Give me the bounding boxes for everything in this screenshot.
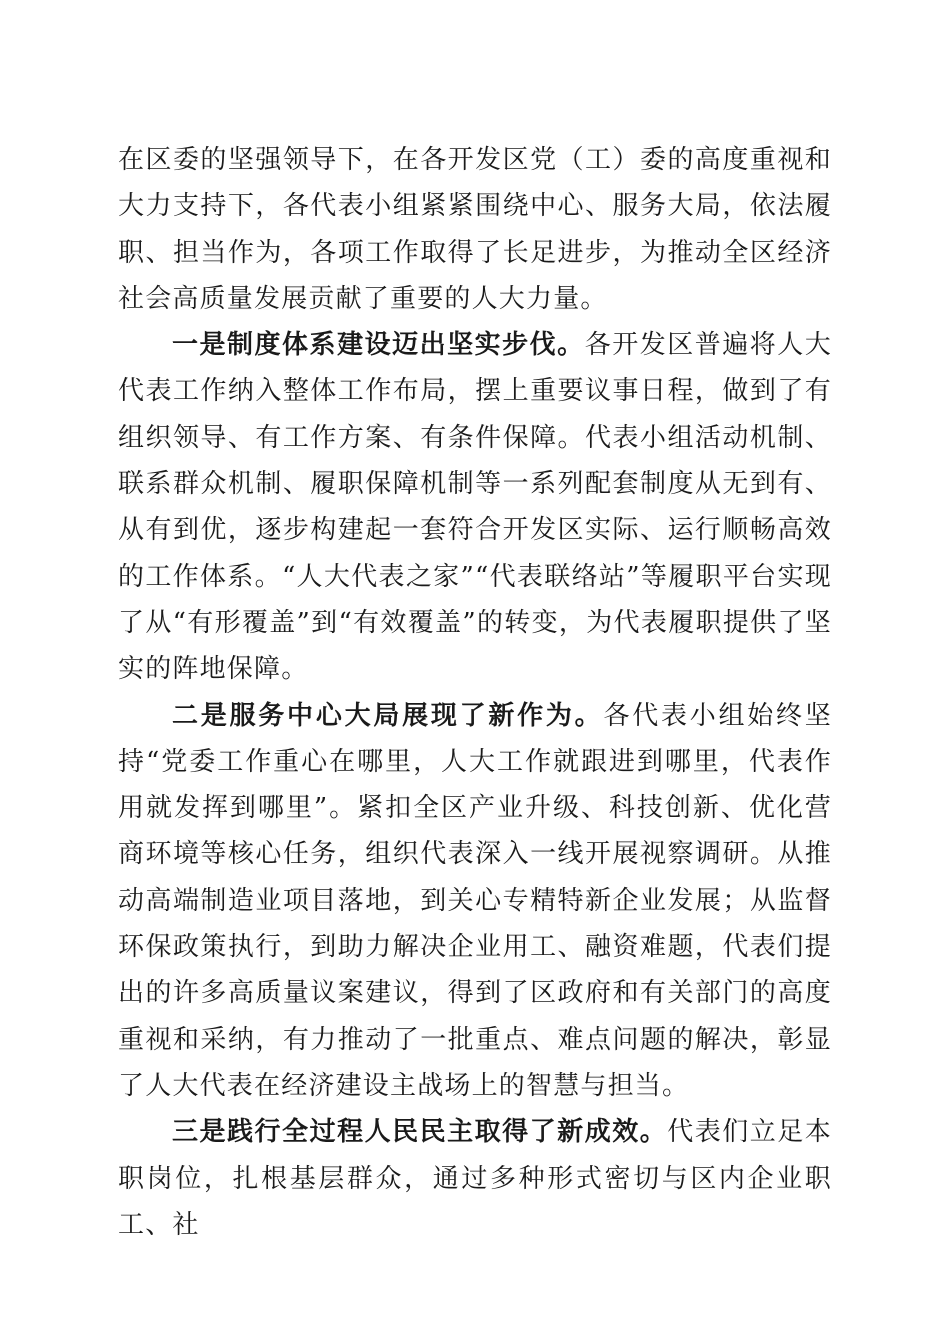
document-body	[118, 137, 832, 1248]
paragraph-serving-overall-situation	[118, 693, 832, 1110]
paragraph-whole-process-democracy	[118, 1109, 832, 1248]
paragraph-text: 各代表小组始终坚持“党委工作重心在哪里，人大工作就跟进到哪里，代表作用就发挥到哪里”。紧扣全区产业升级、科技创新、优化营商环境等核心任务，组织代表深入一线开展视察调研。从推动高端制造业项目落地，到关心专精特新企业发展；从监督环保政策执行，到助力解决企业用工、融资难题，代表们提出的许多高质量议案建议，得到了区政府和有关部门的高度重视和采纳，有力推动了一批重点、难点问题的解决，彰显了人大代表在经济建设主战场上的智慧与担当。	[118, 700, 832, 1101]
paragraph-intro	[118, 137, 832, 322]
paragraph-institutional-system	[118, 322, 832, 692]
paragraph-lead: 一是制度体系建设迈出坚实步伐。	[172, 330, 585, 361]
paragraph-lead: 三是践行全过程人民民主取得了新成效。	[172, 1117, 668, 1148]
paragraph-text: 在区委的坚强领导下，在各开发区党（工）委的高度重视和大力支持下，各代表小组紧紧围绕中心、服务大局，依法履职、担当作为，各项工作取得了长足进步，为推动全区经济社会高质量发展贡献了重要的人大力量。	[118, 145, 832, 314]
paragraph-text: 代表们立足本职岗位，扎根基层群众，通过多种形式密切与区内企业职工、社	[118, 1117, 832, 1240]
paragraph-lead: 二是服务中心大局展现了新作为。	[172, 700, 604, 731]
paragraph-text: 各开发区普遍将人大代表工作纳入整体工作布局，摆上重要议事日程，做到了有组织领导、有工作方案、有条件保障。代表小组活动机制、联系群众机制、履职保障机制等一系列配套制度从无到有、从有到优，逐步构建起一套符合开发区实际、运行顺畅高效的工作体系。“人大代表之家”“代表联络站”等履职平台实现了从“有形覆盖”到“有效覆盖”的转变，为代表履职提供了坚实的阵地保障。	[118, 330, 832, 685]
